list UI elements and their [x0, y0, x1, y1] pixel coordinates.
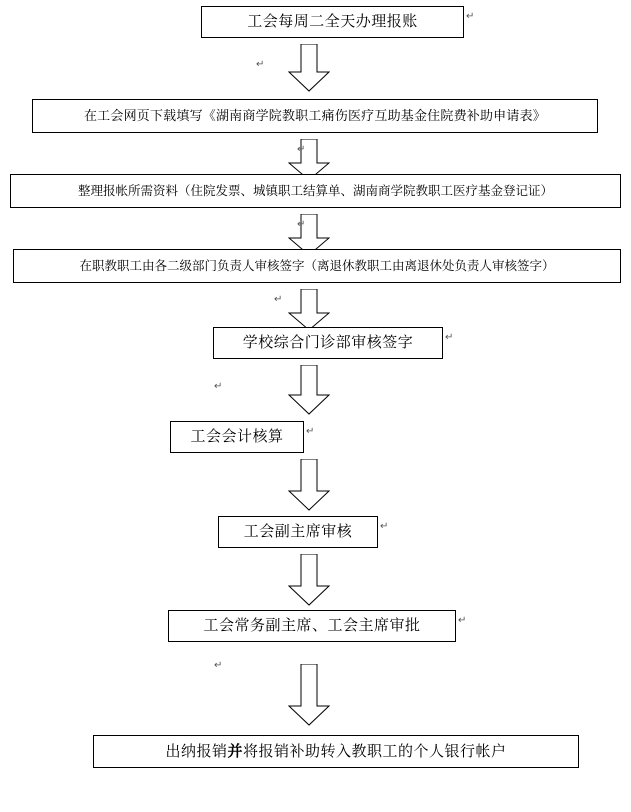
- paragraph-mark-9: ↵: [380, 521, 389, 532]
- paragraph-mark-1: ↵: [466, 11, 475, 22]
- flow-node-4: [13, 249, 621, 283]
- flow-node-6-label: 工会会计核算: [190, 428, 284, 445]
- connector-arrow-7: [288, 554, 330, 606]
- flow-node-2: [32, 99, 598, 133]
- flow-node-7-label: 工会副主席审核: [243, 523, 353, 540]
- flow-node-2-label: 在工会网页下载填写《湖南商学院教职工痛伤医疗互助基金住院费补助申请表》: [83, 108, 546, 124]
- paragraph-mark-5: ↵: [274, 294, 283, 305]
- connector-arrow-1: [288, 44, 330, 92]
- flow-node-1-label: 工会每周二全天办理报账: [247, 13, 418, 30]
- flow-node-3: [10, 174, 621, 208]
- flow-node-6: [170, 421, 304, 453]
- flow-node-8-label: 工会常务副主席、工会主席审批: [203, 617, 421, 634]
- paragraph-mark-8: ↵: [306, 426, 315, 437]
- flow-node-4-label: 在职教职工由各二级部门负责人审核签字（离退休教职工由离退休处负责人审核签字）: [79, 258, 555, 273]
- paragraph-mark-7: ↵: [214, 381, 223, 392]
- flow-node-3-label: 整理报帐所需资料（住院发票、城镇职工结算单、湖南商学院教职工医疗基金登记证）: [77, 183, 553, 198]
- connector-arrow-6: [288, 459, 330, 511]
- connector-arrow-5: [288, 365, 330, 415]
- flow-node-7: [218, 516, 378, 548]
- flow-node-9-label-part2: 将报销补助转入教职工的个人银行帐户: [243, 742, 507, 760]
- connector-arrow-8: [288, 664, 330, 726]
- paragraph-mark-2: ↵: [256, 59, 265, 70]
- flow-node-1: [201, 6, 464, 38]
- flow-node-9-label-emphasis: 并: [227, 742, 243, 760]
- flow-node-9: [93, 735, 579, 768]
- flow-node-9-label-part1: 出纳报销: [165, 742, 228, 760]
- flow-node-8: [168, 610, 456, 642]
- paragraph-mark-10: ↵: [458, 615, 467, 626]
- flow-node-5-label: 学校综合门诊部审核签字: [242, 334, 414, 351]
- paragraph-mark-11: ↵: [214, 660, 223, 671]
- connector-arrow-4: [288, 289, 330, 331]
- flow-node-5: [213, 327, 443, 359]
- paragraph-mark-6: ↵: [445, 332, 454, 343]
- paragraph-mark-3: ↵: [297, 144, 306, 155]
- paragraph-mark-4: ↵: [297, 219, 306, 230]
